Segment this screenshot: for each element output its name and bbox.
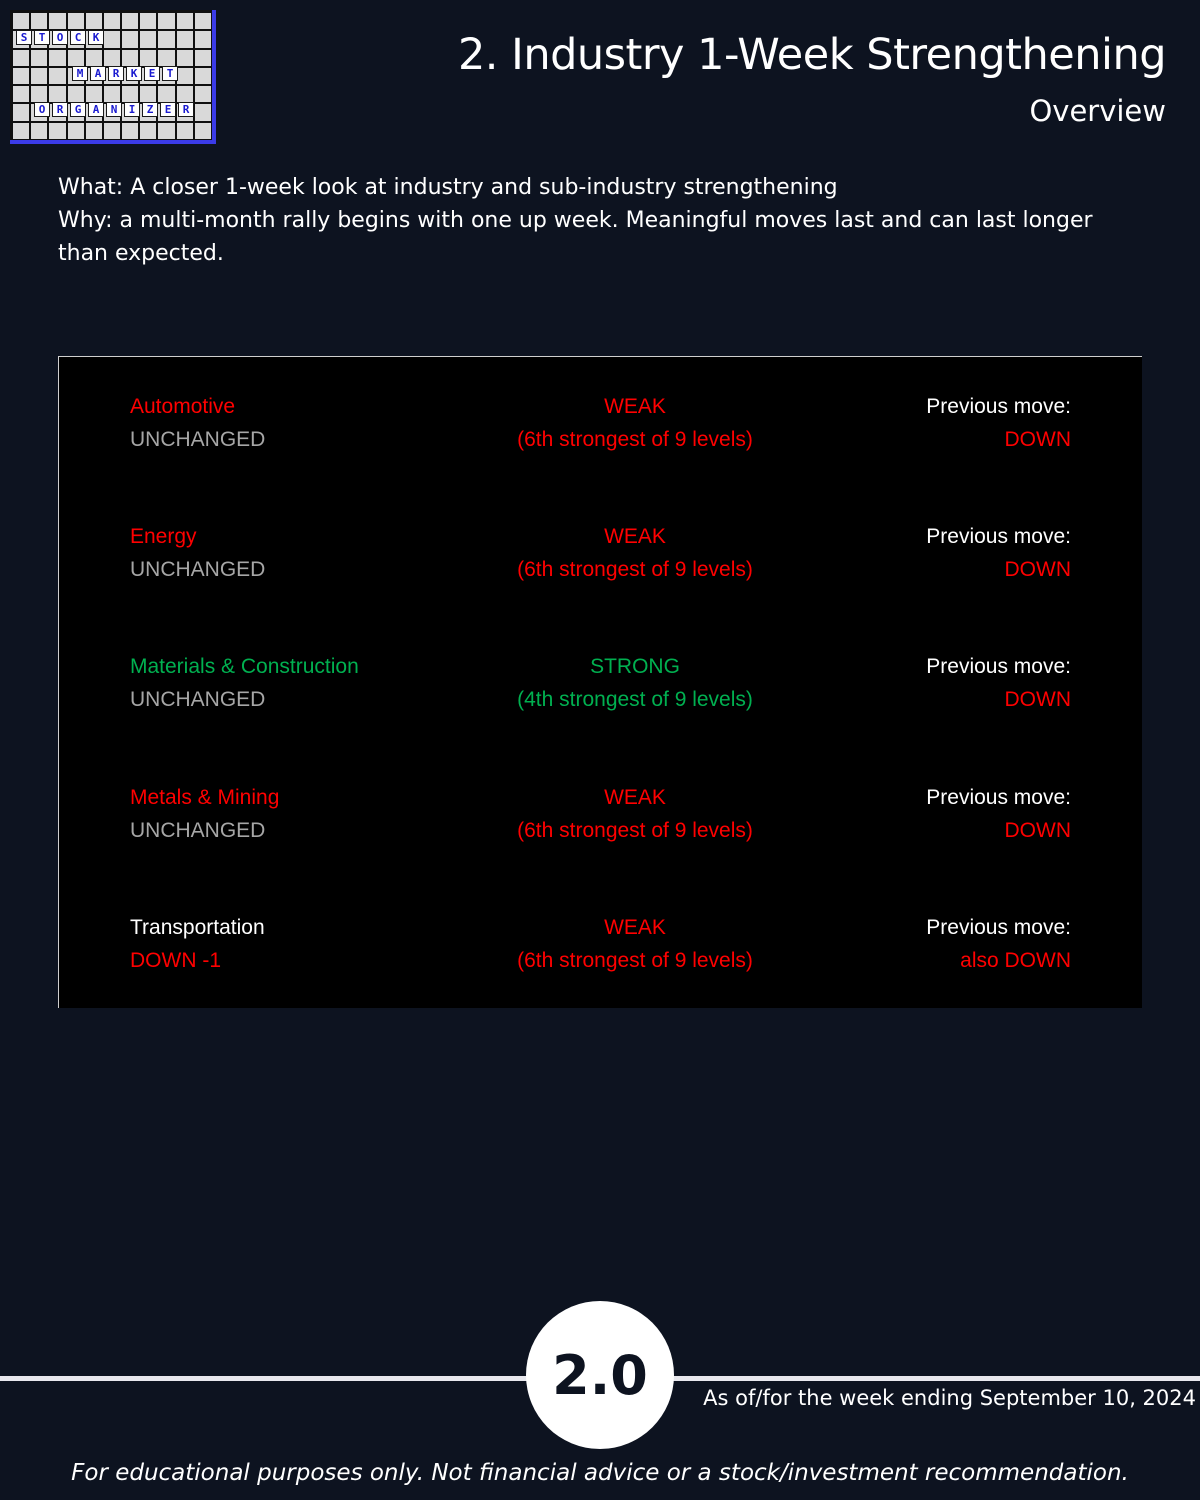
industry-cell xyxy=(130,391,265,456)
logo-tile xyxy=(140,50,156,66)
previous-move-cell xyxy=(926,782,1071,847)
table-row xyxy=(59,912,1142,982)
previous-move-label: Previous move: xyxy=(926,916,1071,939)
description-what: What: A closer 1-week look at industry and sub-industry strengthening xyxy=(58,175,838,200)
logo-word-market xyxy=(72,66,178,81)
logo-letter: Z xyxy=(142,102,158,117)
previous-move-value: DOWN xyxy=(1004,427,1071,451)
logo-tile xyxy=(104,86,120,102)
industry-name: Materials & Construction xyxy=(130,655,359,678)
strength-level: (6th strongest of 9 levels) xyxy=(517,557,753,581)
previous-move-value: also DOWN xyxy=(960,948,1071,972)
logo-tile xyxy=(68,86,84,102)
logo-tile xyxy=(158,31,174,47)
logo-tile xyxy=(195,50,211,66)
strength-cell xyxy=(475,912,795,977)
as-of-date: As of/for the week ending September 10, 2024 xyxy=(703,1386,1196,1410)
logo-tile xyxy=(140,123,156,139)
logo-letter: N xyxy=(106,102,122,117)
industry-change: UNCHANGED xyxy=(130,427,266,451)
strength-label: STRONG xyxy=(590,655,680,678)
logo-tile xyxy=(13,50,29,66)
strength-level: (6th strongest of 9 levels) xyxy=(517,427,753,451)
strength-label: WEAK xyxy=(604,916,666,939)
strength-cell xyxy=(475,521,795,586)
logo-tile xyxy=(13,68,29,84)
logo-tile xyxy=(122,31,138,47)
logo-tile xyxy=(104,13,120,29)
logo-tile xyxy=(49,50,65,66)
logo-tile xyxy=(122,13,138,29)
logo-letter: A xyxy=(90,66,106,81)
section-number-badge: 2.0 xyxy=(526,1301,674,1449)
logo-tile xyxy=(177,68,193,84)
logo-tile xyxy=(31,13,47,29)
strength-cell xyxy=(475,391,795,456)
logo-tile xyxy=(31,68,47,84)
previous-move-cell xyxy=(926,521,1071,586)
logo-tile xyxy=(68,123,84,139)
logo-tile xyxy=(177,50,193,66)
logo-letter: O xyxy=(52,30,68,45)
logo-letter: E xyxy=(160,102,176,117)
logo-tile xyxy=(195,86,211,102)
logo-tile xyxy=(49,13,65,29)
logo-tile xyxy=(13,104,29,120)
strength-label: WEAK xyxy=(604,525,666,548)
logo-tile xyxy=(49,86,65,102)
previous-move-label: Previous move: xyxy=(926,655,1071,678)
page-subtitle: Overview xyxy=(1029,94,1166,128)
logo-tile xyxy=(158,123,174,139)
logo-tile xyxy=(158,13,174,29)
logo-tile xyxy=(158,50,174,66)
logo-tile xyxy=(140,86,156,102)
logo-tile xyxy=(68,50,84,66)
logo-letter: A xyxy=(88,102,104,117)
logo-tile xyxy=(177,86,193,102)
industry-name: Transportation xyxy=(130,916,265,939)
logo-letter: S xyxy=(16,30,32,45)
industry-name: Energy xyxy=(130,525,197,548)
industry-change: UNCHANGED xyxy=(130,818,266,842)
logo-tile xyxy=(177,13,193,29)
logo-letter: R xyxy=(178,102,194,117)
logo-tile xyxy=(195,13,211,29)
logo-tile xyxy=(31,86,47,102)
previous-move-label: Previous move: xyxy=(926,395,1071,418)
table-row xyxy=(59,521,1142,591)
logo-word-stock xyxy=(16,30,104,45)
industry-name: Metals & Mining xyxy=(130,786,280,809)
logo-letter: T xyxy=(34,30,50,45)
logo-tile xyxy=(177,31,193,47)
stock-market-organizer-logo xyxy=(10,10,216,144)
logo-tile xyxy=(49,68,65,84)
logo-tile xyxy=(158,86,174,102)
industry-change: UNCHANGED xyxy=(130,557,266,581)
previous-move-cell xyxy=(926,391,1071,456)
logo-tile xyxy=(86,50,102,66)
table-row xyxy=(59,391,1142,461)
page-title: 2. Industry 1-Week Strengthening xyxy=(457,30,1166,80)
logo-tile xyxy=(122,86,138,102)
strength-level: (6th strongest of 9 levels) xyxy=(517,948,753,972)
logo-word-organizer xyxy=(34,102,194,117)
logo-tile xyxy=(31,50,47,66)
previous-move-cell xyxy=(926,912,1071,977)
industry-table xyxy=(58,356,1142,1008)
industry-cell xyxy=(130,782,279,847)
logo-tile xyxy=(104,31,120,47)
strength-cell xyxy=(475,651,795,716)
logo-letter: M xyxy=(72,66,88,81)
strength-cell xyxy=(475,782,795,847)
logo-tile xyxy=(195,123,211,139)
logo-letter: C xyxy=(70,30,86,45)
logo-tile xyxy=(13,13,29,29)
logo-tile xyxy=(195,31,211,47)
logo-letter: I xyxy=(124,102,140,117)
logo-tile xyxy=(122,50,138,66)
table-row xyxy=(59,782,1142,852)
industry-cell xyxy=(130,521,265,586)
previous-move-value: DOWN xyxy=(1004,687,1071,711)
description xyxy=(58,171,1138,270)
logo-tile xyxy=(86,86,102,102)
logo-tile xyxy=(13,86,29,102)
logo-tile xyxy=(49,123,65,139)
logo-letter: G xyxy=(70,102,86,117)
logo-letter: E xyxy=(144,66,160,81)
previous-move-value: DOWN xyxy=(1004,818,1071,842)
logo-tile xyxy=(104,50,120,66)
previous-move-label: Previous move: xyxy=(926,786,1071,809)
logo-letter: R xyxy=(108,66,124,81)
logo-tile xyxy=(13,123,29,139)
industry-name: Automotive xyxy=(130,395,236,418)
logo-letter: K xyxy=(126,66,142,81)
previous-move-label: Previous move: xyxy=(926,525,1071,548)
industry-cell xyxy=(130,912,265,977)
strength-level: (4th strongest of 9 levels) xyxy=(517,687,753,711)
logo-tile xyxy=(86,13,102,29)
logo-tile xyxy=(31,123,47,139)
strength-level: (6th strongest of 9 levels) xyxy=(517,818,753,842)
logo-tile xyxy=(68,13,84,29)
industry-change: UNCHANGED xyxy=(130,687,266,711)
strength-label: WEAK xyxy=(604,786,666,809)
logo-letter: K xyxy=(88,30,104,45)
disclaimer: For educational purposes only. Not financial advice or a stock/investment recommendation. xyxy=(71,1460,1129,1486)
logo-letter: T xyxy=(162,66,178,81)
logo-letter: O xyxy=(34,102,50,117)
logo-tile xyxy=(195,68,211,84)
previous-move-value: DOWN xyxy=(1004,557,1071,581)
logo-tile xyxy=(140,13,156,29)
logo-tile xyxy=(86,123,102,139)
previous-move-cell xyxy=(926,651,1071,716)
logo-letter: R xyxy=(52,102,68,117)
logo-tile xyxy=(122,123,138,139)
industry-change: DOWN -1 xyxy=(130,948,221,972)
logo-tile xyxy=(104,123,120,139)
industry-cell xyxy=(130,651,359,716)
logo-tile xyxy=(140,31,156,47)
description-why: Why: a multi-month rally begins with one up week. Meaningful moves last and can last longer than expected. xyxy=(58,208,1093,266)
strength-label: WEAK xyxy=(604,395,666,418)
logo-tile xyxy=(177,123,193,139)
table-row xyxy=(59,651,1142,721)
logo-tile xyxy=(195,104,211,120)
